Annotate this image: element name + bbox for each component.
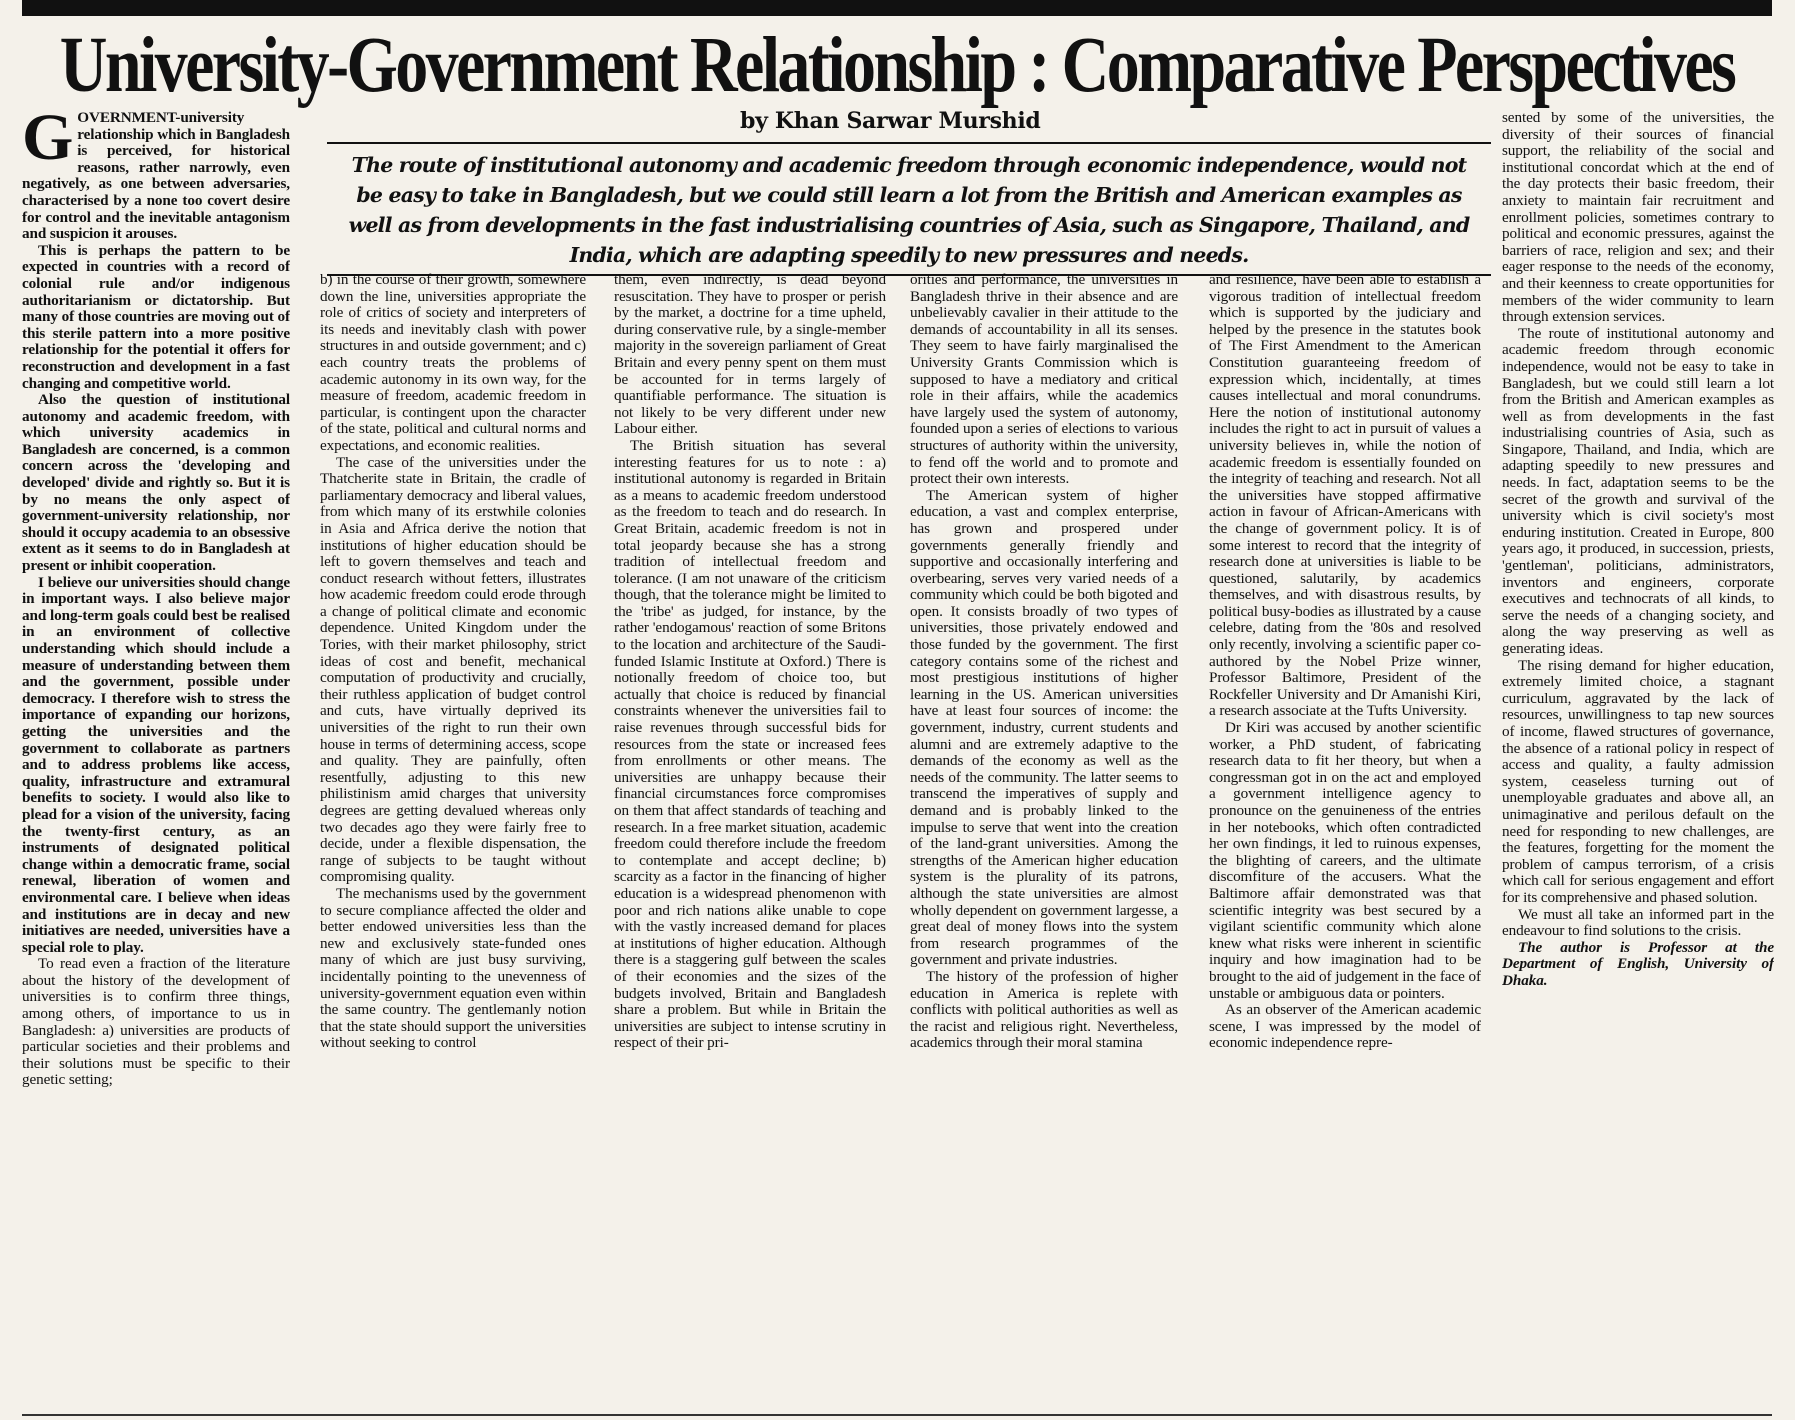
drop-cap: G (22, 110, 74, 174)
paragraph: As an observer of the American academic scene, I was impressed by the model of economic independence repre- (1209, 1001, 1481, 1052)
paragraph: The route of institutional autonomy and academic freedom through economic independence, would not be easy to take in Bangladesh, but we could still learn a lot from the British and American examples as well as from developments in the fast industrialising countries of Asia, such as Singapore, Thailand, and India, which are adapting speedily to new pressures and needs. In fact, adaptation seems to be the secret of the growth and survival of the university which is civil society's most enduring institution. Created in Europe, 800 years ago, it produced, in succession, priests, 'gentleman', politicians, administrators, inventors and engineers, corporate executives and technocrats of all kinds, to serve the needs of a changing society, and along the way preserving as well as generating ideas. (1502, 324, 1774, 657)
paragraph: The mechanisms used by the government to secure compliance affected the older and better endowed universities less than the new and exclusively state-funded ones many of which are just busy surviving, incidentally pointing to the unevenness of university-government equation even within the same country. The gentlemanly notion that the state should support the universities without seeking to control (320, 884, 586, 1052)
headline: University-Government Relationship : Comparative Perspectives (59, 21, 1735, 109)
paragraph: Dr Kiri was accused by another scientific worker, a PhD student, of fabricating research data to fit her theory, but when a congressman got in on the act and employed a government intelligence agency to pronounce on the genuineness of the entries in her notebooks, which often contradicted her own findings, it led to ruinous expenses, the blighting of careers, and the ultimate discomfiture of the accusers. What the Baltimore affair demonstrated was that scientific integrity was best secured by a vigilant scientific community which alone knew what risks were inherent in scientific inquiry and how imagination had to be brought to the aid of judgement in the face of unstable or ambiguous data or pointers. (1209, 719, 1481, 1002)
byline: by Khan Sarwar Murshid (740, 108, 1041, 134)
column-5 (1209, 272, 1481, 1412)
paragraph: We must all take an informed part in the endeavour to find solutions to the crisis. (1502, 905, 1774, 940)
paragraph: The British situation has several interesting features for us to note : a) institutional autonomy is regarded in Britain as a means to academic freedom understood as the freedom to teach and do research. In Great Britain, academic freedom is not in total jeopardy because she has a strong tradition of intellectual freedom and tolerance. (I am not unaware of the criticism though, that the tolerance might be limited to the 'tribe' as judged, for instance, by the rather 'endogamous' reaction of some Britons to the location and architecture of the Saudi-funded Islamic Institute at Oxford.) There is notionally freedom of choice too, but actually that choice is reduced by financial constraints whenever the universities fail to raise revenues through successful bids for resources from the state or increased fees from enrollments or other means. The universities are unhappy because their financial circumstances force compromises on them that affect standards of teaching and research. In a free market situation, academic freedom could therefore include the freedom to contemplate and accept decline; b) scarcity as a factor in the financing of higher education is a widespread phenomenon with poor and rich nations alike unable to cope with the vastly increased demand for places at institutions of higher education. Although there is a staggering gulf between the scales of their economies and the sizes of the budgets involved, Britain and Bangladesh share a problem. But while in Britain the universities are subject to intense scrutiny in respect of their pri- (614, 436, 886, 1052)
paragraph: them, even indirectly, is dead beyond resuscitation. They have to prosper or perish by the market, a doctrine for a time upheld, during conservative rule, by a single-member majority in the sovereign parliament of Great Britain and every penny spent on them must be accounted for in terms largely of quantifiable performance. The situation is not likely to be very different under new Labour either. (614, 272, 886, 438)
author-note: The author is Professor at the Department of English, University of Dhaka. (1502, 938, 1774, 989)
column-1 (22, 110, 290, 1410)
paragraph: b) in the course of their growth, somewhere down the line, universities appropriate the role of critics of society and interpreters of its needs and inevitably clash with power structures in and outside government; and c) each country treats the problems of academic autonomy in its own way, for the measure of freedom, academic freedom in particular, is contingent upon the character of the state, political and cultural norms and expectations, and economic realities. (320, 272, 586, 454)
paragraph: and resilience, have been able to establish a vigorous tradition of intellectual freedom which is supported by the judiciary and helped by the presence in the statutes book of The First Amendment to the American Constitution guaranteeing freedom of expression which, incidentally, at times causes intellectual and moral conundrums. Here the notion of institutional autonomy includes the right to act in pursuit of values a university believes in, while the notion of academic freedom is essentially founded on the integrity of teaching and research. Not all the universities have stopped affirmative action in favour of African-Americans with the change of government policy. It is of some interest to record that the integrity of research done at universities is liable to be questioned, salutarily, by academics themselves, and with disastrous results, by political busy-bodies as illustrated by a cause celebre, dating from the '80s and resolved only recently, involving a scientific paper co-authored by the Nobel Prize winner, Professor Baltimore, President of the Rockfeller University and Dr Amanishi Kiri, a research associate at the Tufts University. (1209, 272, 1481, 720)
paragraph: The rising demand for higher education, extremely limited choice, a stagnant curriculum, aggravated by the lack of resources, unwillingness to tap new sources of income, flawed structures of governance, the absence of a rational policy in respect of access and quality, a faulty admission system, ceaseless turning out of unemployable graduates and above all, an unimaginative and perilous default on the need for responding to new challenges, are the features, forgetting for the moment the problem of campus terrorism, of a crisis which call for serious engagement and effort for its comprehensive and phased solution. (1502, 656, 1774, 906)
paragraph: This is perhaps the pattern to be expected in countries with a record of colonial rule and/or indigenous authoritarianism or dictatorship. But many of those countries are moving out of this sterile pattern into a more positive relationship for the potential it offers for reconstruction and development in a fast changing and competitive world. (22, 241, 290, 392)
paragraph: sented by some of the universities, the diversity of their sources of financial support, the reliability of the social and institutional concordat which at the end of the day protects their basic freedom, their anxiety to maintain fair recruitment and enrollment policies, sometimes contrary to political and economic pressures, against the barriers of race, religion and sex; and their eager response to the needs of the economy, and their keenness to create opportunities for members of the wider community to learn through extension services. (1502, 110, 1774, 326)
paragraph: I believe our universities should change in important ways. I also believe major and long-term goals could best be realised in an environment of collective understanding which should include a measure of understanding between them and the government, possible under democracy. I therefore wish to stress the importance of expanding our horizons, getting the universities and the government to collaborate as partners and to address problems like access, quality, infrastructure and extramural benefits to society. I would also like to plead for a vision of the university, facing the twenty-first century, as an instruments of designated political change within a democratic frame, social renewal, liberation of women and environmental care. I believe when ideas and institutions are in decay and new initiatives are needed, universities have a special role to play. (22, 573, 290, 956)
paragraph: The case of the universities under the Thatcherite state in Britain, the cradle of parliamentary democracy and liberal values, from which many of its erstwhile colonies in Asia and Africa derive the notion that institutions of higher education should be left to govern themselves and teach and conduct research without fetters, illustrates how academic freedom could erode through a change of political climate and economic dependence. United Kingdom under the Tories, with their market philosophy, strict ideas of cost and benefit, mechanical computation of productivity and crucially, their ruthless application of budget control and cuts, have virtually deprived its universities of the right to run their own house in terms of determining access, scope and quality. They are painfully, often resentfully, adjusting to this new philistinism amid charges that university degrees are getting devalued whereas only two decades ago they were fairly free to decide, under a flexible dispensation, the range of subjects to be taught without compromising quality. (320, 453, 586, 886)
deck-summary: The route of institutional autonomy and academic freedom through economic independence, would not be easy to take in Bangladesh, but we could still learn a lot from the British and American examples as well as from developments in the fast industrialising countries of Asia, such as Singapore, Thailand, and India, which are adapting speedily to new pressures and needs. (327, 142, 1491, 276)
column-3 (614, 272, 886, 1412)
paragraph: To read even a fraction of the literature about the history of the development of universities is to confirm three things, among others, of importance to us in Bangladesh: a) universities are products of particular societies and their problems and their solutions must be specific to their genetic setting; (22, 955, 290, 1089)
paragraph: The American system of higher education, a vast and complex enterprise, has grown and prospered under governments generally friendly and supportive and occasionally interfering and overbearing, serves very varied needs of a community which could be both bigoted and open. It consists broadly of two types of universities, those privately endowed and those funded by the government. The first category contains some of the richest and most prestigious institutions of higher learning in the US. American universities have at least four sources of income: the government, industry, current students and alumni and are extremely adaptive to the demands of the economy as well as the needs of the community. The latter seems to transcend the imperatives of supply and demand and is probably linked to the impulse to serve that went into the creation of the land-grant universities. Among the strengths of the American higher education system is the plurality of its patrons, although the state universities are almost wholly dependent on government largesse, a great deal of money flows into the system from research programmes of the government and private industries. (910, 486, 1178, 969)
top-rule (22, 0, 1772, 16)
paragraph: OVERNMENT-university relationship which in Bangladesh is perceived, for historical reasons, rather narrowly, even negatively, as one between adversaries, characterised by a none too covert desire for control and the inevitable antagonism and suspicion it arouses. (22, 110, 290, 243)
paragraph: The history of the profession of higher education in America is replete with conflicts with political authorities as well as the racist and religious right. Nevertheless, academics through their moral stamina (910, 967, 1178, 1052)
bottom-rule (22, 1414, 1772, 1416)
column-2 (320, 272, 586, 1412)
paragraph: orities and performance, the universities in Bangladesh thrive in their absence and are unbelievably cavalier in their attitude to the demands of accountability in all its senses. They seem to have fairly marginalised the University Grants Commission which is supposed to have a mediatory and critical role in their affairs, while the academics have largely used the system of autonomy, founded upon a series of elections to various structures of authority within the university, to fend off the world and to promote and protect their own interests. (910, 272, 1178, 488)
column-6 (1502, 110, 1774, 1410)
paragraph: Also the question of institutional autonomy and academic freedom, with which university academics in Bangladesh are concerned, is a common concern across the 'developing and developed' divide and rightly so. But it is by no means the only aspect of government-university relationship, nor should it occupy academia to an obsessive extent as it seems to do in Bangladesh at present or inhibit cooperation. (22, 391, 290, 575)
column-4 (910, 272, 1178, 1412)
